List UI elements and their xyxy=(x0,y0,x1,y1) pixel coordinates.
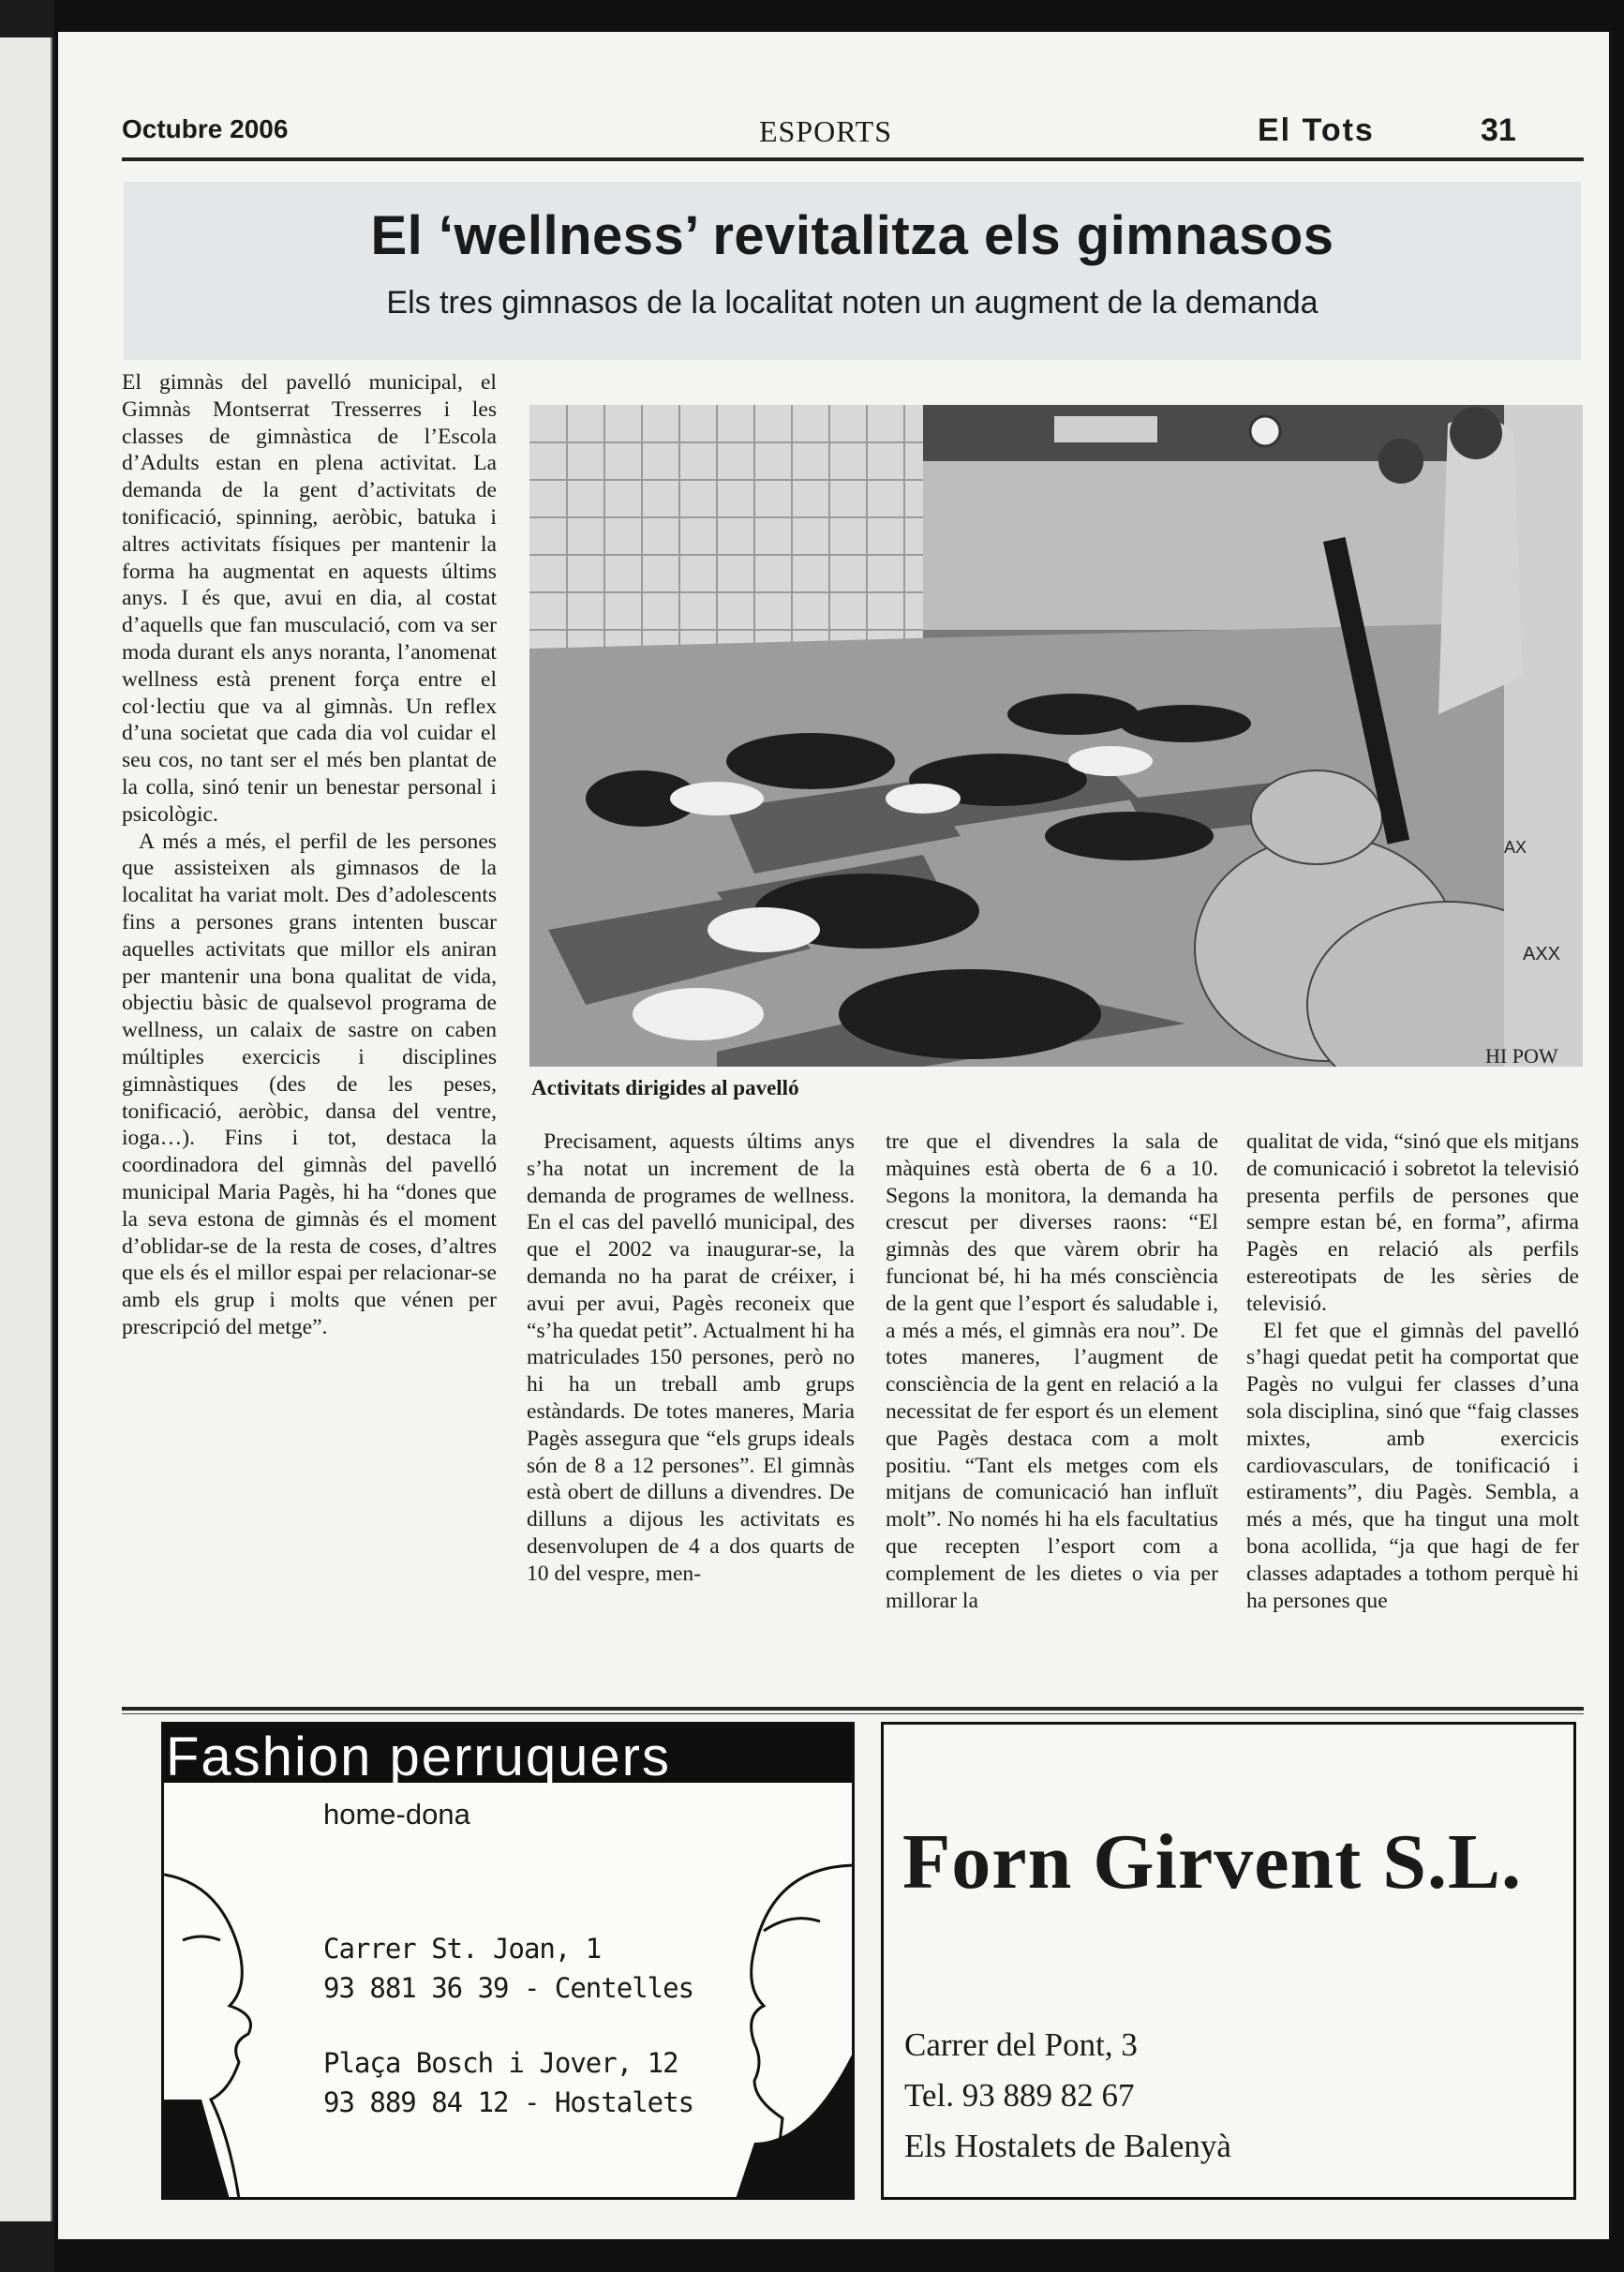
ad-brand-name: Forn Girvent S.L. xyxy=(902,1818,1522,1906)
previous-page-edge xyxy=(0,37,52,2221)
header-section: ESPORTS xyxy=(759,114,893,148)
paragraph: A més a més, el perfil de les persones que assisteixen als gimnasos de la localitat ha variat molt. Des d’adolescents fins a persones grans intenten buscar aquelles activitats que millor els aniran per mantenir una bona qualitat de vida, objectiu bàsic de qualsevol programa de wellness, un calaix de sastre on caben múltiples exercicis i disciplines gimnàstiques (des de les peses, tonificació, aeròbic, dansa del ventre, ioga…). Fins i tot, destaca la coordinadora del gimnàs del pavelló municipal Maria Pagès, hi ha “dones que la seva estona de gimnàs és el moment d’oblidar-se de la resta de coses, d’altres que els és el millor espai per relacionar-se amb els grup i molts que vénen per prescripció del metge”. xyxy=(122,829,497,1339)
ad-phone: Tel. 93 889 82 67 xyxy=(904,2077,1135,2114)
face-profile-right-icon xyxy=(726,1856,855,2199)
article-column-2 xyxy=(527,1129,855,1588)
ad-separator-rule xyxy=(122,1707,1584,1711)
header-publication: El Tots xyxy=(1258,112,1375,148)
article-title: El ‘wellness’ revitalitza els gimnasos xyxy=(370,205,1334,266)
photo-sign-axx: AXX xyxy=(1523,944,1561,964)
gym-photo xyxy=(529,405,1583,1067)
paragraph: El gimnàs del pavelló municipal, el Gimnàs Montserrat Tresserres i les classes de gimnàstica de l’Escola d’Adults estan en plena activitat. La demanda de la gent d’activitats de tonificació, spinning, aeròbic, batuka i altres activitats físiques per mantenir la forma ha augmentat en aquests últims anys. I és que, avui en dia, al costat d’aquells que fan musculació, com va ser moda durant els anys noranta, l’anomenat wellness està prenent força entre el col·lectiu que va al gimnàs. Un reflex d’una societat que cada dia vol cuidar el seu cos, no tant ser el més ben plantat de la colla, sinó tenir un benestar personal i psicològic. xyxy=(122,370,497,827)
ad-forn-girvent xyxy=(881,1722,1576,2200)
ad-fashion-perruquers xyxy=(161,1722,855,2200)
ad-phone-2: 93 889 84 12 - Hostalets xyxy=(323,2086,694,2118)
paragraph: qualitat de vida, “sinó que els mitjans de comunicació i sobretot la televisió presenta perfils de persones que sempre estan bé, en forma”, afirma Pagès en relació als perfils estereotipats de les sèries de televisió. xyxy=(1246,1129,1579,1316)
photo-sign-ax: AX xyxy=(1504,838,1527,857)
ad-phone-1: 93 881 36 39 - Centelles xyxy=(323,1972,694,2004)
paragraph: Precisament, aquests últims anys s’ha notat un increment de la demanda de programes de wellness. En el cas del pavelló municipal, des que el 2002 va inaugurar-se, la demanda no ha parat de créixer, i avui per avui, Pagès reconeix que “s’ha quedat petit”. Actualment hi ha matriculades 150 persones, però no hi ha un treball amb grups estàndards. De totes maneres, Maria Pagès assegura que “els grups ideals són de 8 a 12 persones”. El gimnàs està obert de dilluns a divendres. De dilluns a dijous les activitats es desenvolupen de 4 a dos quarts de 10 del vespre, men- xyxy=(527,1129,855,1586)
face-profile-left-icon xyxy=(164,1856,267,2199)
ad-town: Els Hostalets de Balenyà xyxy=(904,2128,1231,2164)
photo-sign-hipow: HI POW xyxy=(1485,1044,1558,1067)
ad-tagline: home-dona xyxy=(323,1798,470,1831)
paragraph: El fet que el gimnàs del pavelló s’hagi quedat petit ha comportat que Pagès no vulgui fer classes d’una sola disciplina, sinó que “faig classes mixtes, amb exercicis cardiovasculars, de tonificació i estiraments”, diu Pagès. Sembla, a més a més, que ha tingut una molt bona acollida, “ja que hagi de fer classes adaptades a tothom perquè hi ha persones que xyxy=(1246,1318,1579,1613)
photo-caption: Activitats dirigides al pavelló xyxy=(531,1076,799,1099)
article-column-1 xyxy=(122,369,497,1341)
article-column-4 xyxy=(1246,1129,1579,1614)
ad-brand-name: Fashion perruquers xyxy=(166,1726,671,1787)
article-subtitle: Els tres gimnasos de la localitat noten un augment de la demanda xyxy=(386,285,1319,321)
header-date: Octubre 2006 xyxy=(122,114,289,143)
header-rule xyxy=(122,157,1584,161)
ad-separator-rule-thin xyxy=(122,1713,1584,1714)
newspaper-page xyxy=(58,32,1609,2239)
gym-class-illustration xyxy=(529,405,1583,1067)
paragraph: tre que el divendres la sala de màquines està oberta de 6 a 10. Segons la monitora, la demanda ha crescut per diverses raons: “El gimnàs des que vàrem obrir ha funcionat bé, hi ha més consciència de la gent que l’esport és saludable i, a més a més, el gimnàs era nou”. De totes maneres, l’augment de consciència de la gent en relació a la necessitat de fer esport és un element que Pagès destaca com a molt positiu. “Tant els metges com els mitjans de comunicació han influït molt”. No només hi ha els facultatius que recepten l’esport com a complement de les dietes o via per millorar la xyxy=(886,1129,1218,1613)
ad-address-1: Carrer St. Joan, 1 xyxy=(323,1933,602,1965)
ad-address-2: Plaça Bosch i Jover, 12 xyxy=(323,2047,678,2079)
article-column-3 xyxy=(886,1129,1218,1614)
ad-address: Carrer del Pont, 3 xyxy=(904,2026,1138,2063)
header-page-number: 31 xyxy=(1481,112,1516,148)
